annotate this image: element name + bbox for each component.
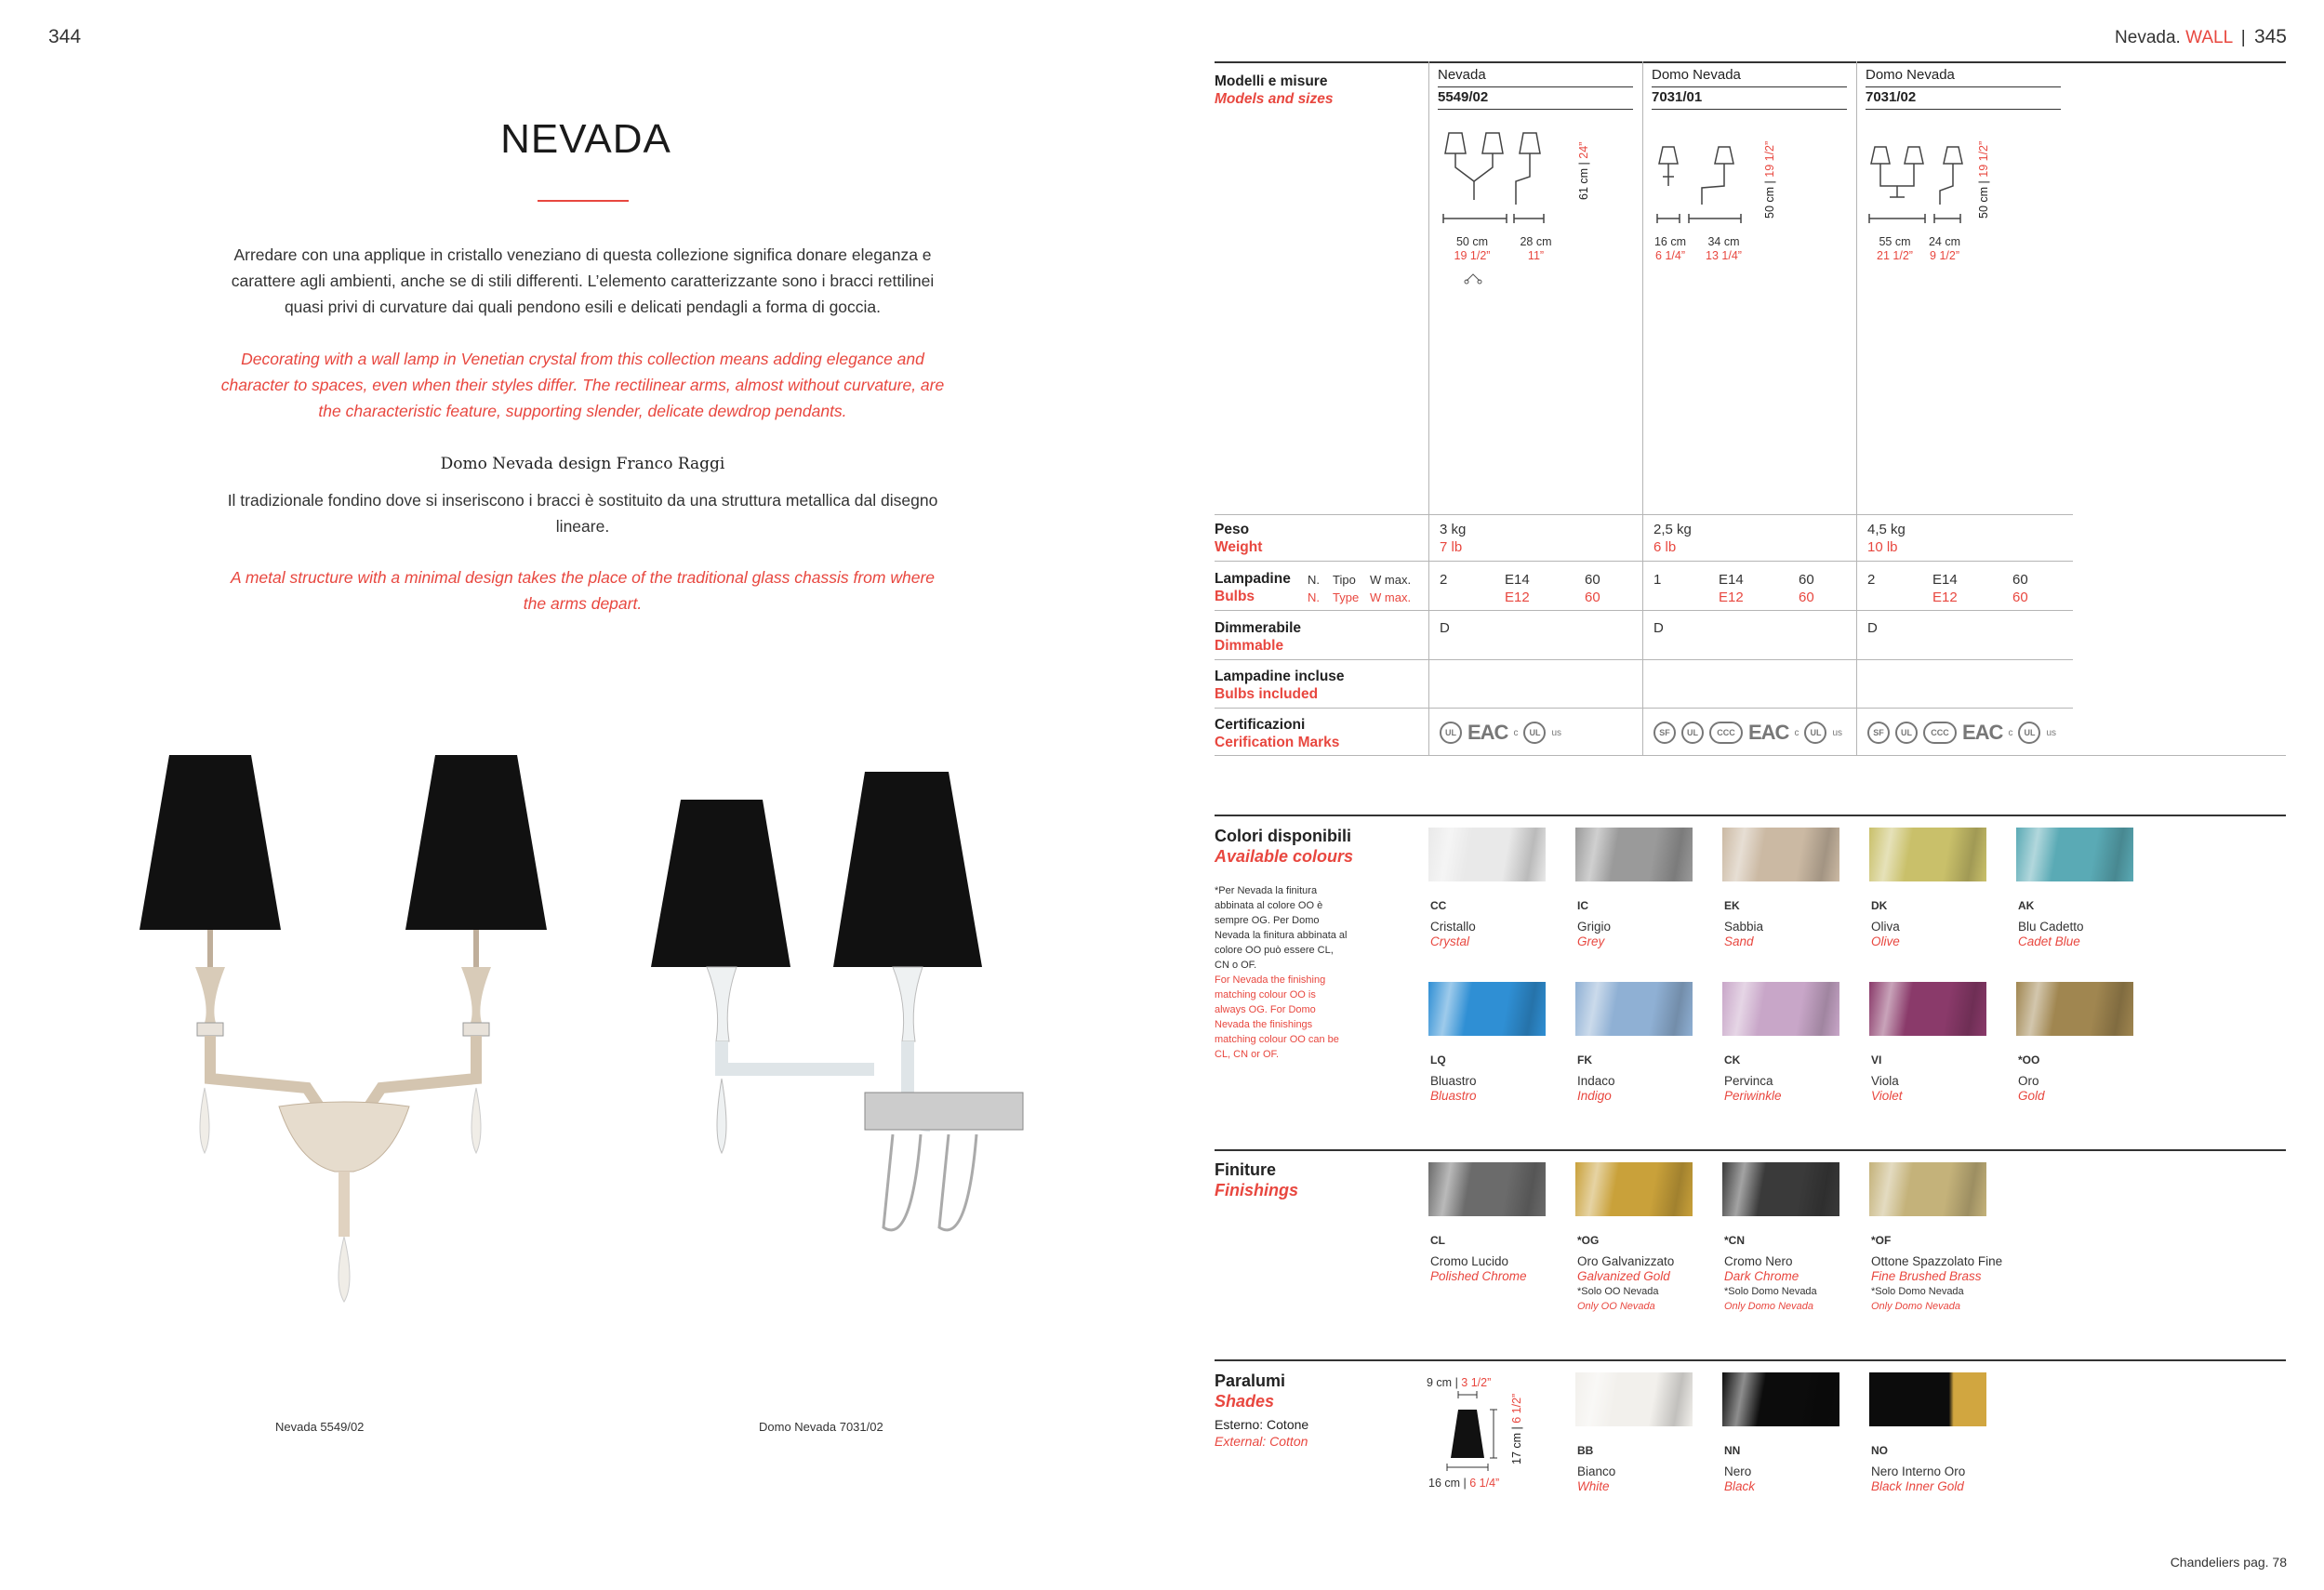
colour-label: LQ Bluastro Bluastro [1430,1053,1477,1103]
colour-swatch [1722,982,1839,1036]
intro-text-it: Arredare con una applique in cristallo veneziano di questa collezione significa donare eleganza e carattere agli ambienti, anche se di stili differenti. L’elemento caratterizzante sono i bracci rettilinei quasi privi di curvature dai quali pendono esili e delicati pendagli a forma di goccia. [231,245,935,316]
cert-marks-2: SF UL CCC EAC c UL us [1653,721,1842,745]
shade-top-dim: 9 cm | 3 1/2” [1427,1376,1492,1389]
shades-label: Paralumi Shades [1215,1371,1286,1411]
bulbs-type-1: E14 E12 [1505,572,1530,605]
bulbs-type-3: E14 E12 [1932,572,1958,605]
shade-label: NO Nero Interno Oro Black Inner Gold [1871,1444,1966,1493]
colour-swatch [1575,828,1693,881]
col-sep-1 [1428,61,1429,755]
eac-icon: EAC [1467,721,1508,744]
ul-icon: UL [1440,722,1462,744]
finish-label: *CN Cromo Nero Dark Chrome *Solo Domo Nevada Only Domo Nevada [1724,1234,1817,1312]
shade-drawing [1438,1391,1512,1477]
bulbs-included-label: Lampadine incluse Bulbs included [1215,669,1345,702]
bulbs-w-2: 60 60 [1799,572,1814,605]
pendant-icon [1464,272,1482,285]
bulbs-w-1: 60 60 [1585,572,1600,605]
shade-swatch [1722,1372,1839,1426]
colour-swatch [1722,828,1839,881]
colour-label: AK Blu Cadetto Cadet Blue [2018,899,2084,948]
sf-icon: SF [1653,722,1676,744]
finish-label: *OG Oro Galvanizzato Galvanized Gold *Solo OO Nevada Only OO Nevada [1577,1234,1675,1312]
colour-label: DK Oliva Olive [1871,899,1900,948]
cul-icon: UL [1523,722,1546,744]
shades-material: Esterno: Cotone External: Cotton [1215,1417,1309,1449]
model-head-1: Nevada 5549/02 [1438,65,1633,107]
weight-3: 4,5 kg 10 lb [1867,522,1906,555]
colour-swatch [1869,982,1986,1036]
ccc-icon: CCC [1923,722,1957,744]
dimmable-3: D [1867,620,1878,636]
colour-swatch [2016,982,2133,1036]
colour-label: CK Pervinca Periwinkle [1724,1053,1782,1103]
colour-label: VI Viola Violet [1871,1053,1903,1103]
dimmable-2: D [1653,620,1664,636]
eac-icon: EAC [1748,721,1789,744]
model-head-2: Domo Nevada 7031/01 [1652,65,1847,107]
page-title: NEVADA [500,116,671,162]
right-page-number: 345 [2253,26,2287,47]
colour-swatch [1575,982,1693,1036]
header-separator: | [2240,28,2246,47]
nevada-5549-photo [112,744,651,1339]
finish-swatch [1428,1162,1546,1216]
bulbs-n-3: 2 [1867,572,1876,588]
ccc-icon: CCC [1709,722,1743,744]
shade-swatch [1869,1372,1986,1426]
header-section: Nevada. [2115,28,2181,47]
finish-label: *OF Ottone Spazzolato Fine Fine Brushed Brass *Solo Domo Nevada Only Domo Nevada [1871,1234,2003,1312]
cul-icon: UL [1804,722,1826,744]
dimmable-1: D [1440,620,1450,636]
colour-swatch [1428,982,1546,1036]
shade-label: BB Bianco White [1577,1444,1616,1493]
shade-swatch [1575,1372,1693,1426]
intro-text-en: Decorating with a wall lamp in Venetian crystal from this collection means adding elegance and character to spaces, even when their styles differ. The rectilinear arms, almost without curvature, are the characteristic feature, supporting slender, delicate dewdrop pendants. [220,350,945,420]
ul-icon: UL [1895,722,1918,744]
shade-bottom-dim: 16 cm | 6 1/4” [1428,1477,1500,1490]
weight-2: 2,5 kg 6 lb [1653,522,1692,555]
table-top-rule [1215,61,2286,63]
shade-height-dim: 17 cm | 6 1/2” [1510,1393,1523,1464]
title-underline [538,200,629,202]
bulbs-sub-w: W max. W max. [1370,573,1412,604]
models-label: Modelli e misure Models and sizes [1215,73,1334,107]
drawing-5549-02 [1441,126,1581,228]
photo-caption-1: Nevada 5549/02 [275,1420,365,1434]
finish-swatch [1869,1162,1986,1216]
header-category: WALL [2185,28,2233,47]
body-text-it: Il tradizionale fondino dove si inseriscono i bracci è sostituito da una struttura metallica dal disegno lineare. [227,491,938,536]
body-text-en: A metal structure with a minimal design takes the place of the traditional glass chassis from where the arms depart. [230,568,936,613]
finishings-label: Finiture Finishings [1215,1160,1298,1199]
width1-dim-1: 50 cm 19 1/2” [1454,235,1491,262]
width1-dim-2: 16 cm 6 1/4” [1653,235,1687,262]
col-sep-3 [1856,61,1857,755]
height-dim-3: 50 cm | 19 1/2” [1977,140,1990,219]
shade-label: NN Nero Black [1724,1444,1756,1493]
page-footer: Chandeliers pag. 78 [2170,1555,2287,1570]
width2-dim-2: 34 cm 13 1/4” [1706,235,1742,262]
bulbs-type-2: E14 E12 [1719,572,1744,605]
cert-label: Certificazioni Cerification Marks [1215,717,1340,750]
right-page-header [2115,26,2287,48]
col-sep-2 [1642,61,1643,755]
bulbs-label: Lampadine Bulbs [1215,571,1291,604]
finish-swatch [1722,1162,1839,1216]
left-page-number: 344 [48,26,82,47]
weight-1: 3 kg 7 lb [1440,522,1467,555]
colour-label: IC Grigio Grey [1577,899,1612,948]
colour-label: EK Sabbia Sand [1724,899,1764,948]
colour-swatch [1428,828,1546,881]
colours-label: Colori disponibili Available colours [1215,827,1354,866]
bulbs-sub-type: Tipo Type [1333,573,1360,604]
width2-dim-1: 28 cm 11” [1520,235,1552,262]
colour-swatch [1869,828,1986,881]
bulbs-n-1: 2 [1440,572,1448,588]
ul-icon: UL [1681,722,1704,744]
dimmable-label: Dimmerabile Dimmable [1215,620,1302,654]
cert-marks-1: UL EAC c UL us [1440,721,1561,745]
width1-dim-3: 55 cm 21 1/2” [1877,235,1913,262]
domo-nevada-7031-photo [632,762,1060,1283]
weight-label: Peso Weight [1215,522,1263,555]
colour-label: FK Indaco Indigo [1577,1053,1615,1103]
eac-icon: EAC [1962,721,2003,744]
cul-icon: UL [2018,722,2040,744]
cert-marks-3: SF UL CCC EAC c UL us [1867,721,2056,745]
colours-note: *Per Nevada la finitura abbinata al colore OO è sempre OG. Per Domo Nevada la finitura abbinata al colore OO può essere CL, CN o OF. For Nevada the finishing matching colour OO is always OG. For Domo Nevada the finishings matching colour OO can be CL, CN or OF. [1215,885,1348,1060]
colour-label: *OO Oro Gold [2018,1053,2045,1103]
colour-label: CC Cristallo Crystal [1430,899,1476,948]
finish-label: CL Cromo Lucido Polished Chrome [1430,1234,1527,1283]
drawing-7031-02 [1867,139,1988,232]
width2-dim-3: 24 cm 9 1/2” [1928,235,1961,262]
model-head-3: Domo Nevada 7031/02 [1866,65,2061,107]
designer-credit: Domo Nevada design Franco Raggi [440,455,725,473]
sf-icon: SF [1867,722,1890,744]
height-dim-1: 61 cm | 24” [1577,141,1590,200]
finish-swatch [1575,1162,1693,1216]
height-dim-2: 50 cm | 19 1/2” [1763,140,1776,219]
bulbs-w-3: 60 60 [2012,572,2028,605]
bulbs-n-2: 1 [1653,572,1662,588]
drawing-7031-01 [1655,139,1767,232]
colour-swatch [2016,828,2133,881]
photo-caption-2: Domo Nevada 7031/02 [759,1420,883,1434]
bulbs-sub-n: N. N. [1308,573,1320,604]
